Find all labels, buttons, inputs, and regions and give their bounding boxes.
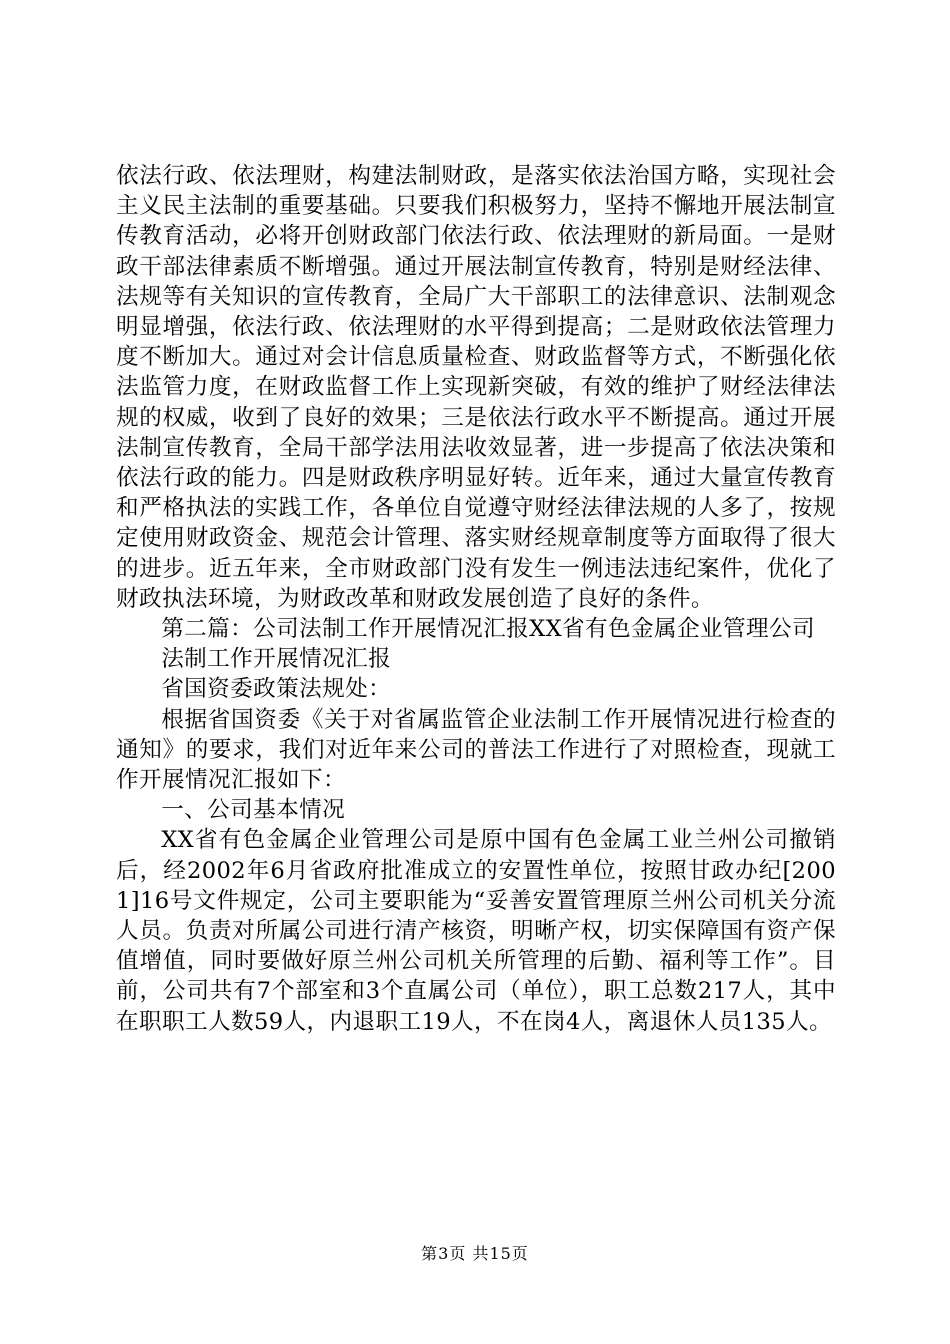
- page-number-footer: 第3页 共15页: [421, 1244, 529, 1263]
- paragraph-section-heading: 一、公司基本情况: [161, 797, 346, 824]
- paragraph-salutation: 省国资委政策法规处：: [161, 676, 392, 703]
- paragraph-company-overview: XX省有色金属企业管理公司是原中国有色金属工业兰州公司撤销后，经2002年6月省政府批准成立的安置性单位，按照甘政办纪[2001]16号文件规定，公司主要职能为“妥善安置管理原兰州公司机关分流人员。负责对所属公司进行清产核资，明晰产权，切实保障国有资产保值增值，同时要做好原兰州公司机关所管理的后勤、福利等工作”。目前，公司共有7个部室和3个直属公司（单位），职工总数217人，其中在职职工人数59人，内退职工19人，不在岗4人，离退休人员135人。: [116, 827, 836, 1035]
- paragraph-section-two-title: 第二篇：公司法制工作开展情况汇报XX省有色金属企业管理公司: [161, 616, 815, 643]
- document-body: [116, 161, 836, 1037]
- paragraph-fiscal-summary: 依法行政、依法理财，构建法制财政，是落实依法治国方略，实现社会主义民主法制的重要基础。只要我们积极努力，坚持不懈地开展法制宣传教育活动，必将开创财政部门依法行政、依法理财的新局面。一是财政干部法律素质不断增强。通过开展法制宣传教育，特别是财经法律、法规等有关知识的宣传教育，全局广大干部职工的法律意识、法制观念明显增强，依法行政、依法理财的水平得到提高；二是财政依法管理力度不断加大。通过对会计信息质量检查、财政监督等方式，不断强化依法监管力度，在财政监督工作上实现新突破，有效的维护了财经法律法规的权威，收到了良好的效果；三是依法行政水平不断提高。通过开展法制宣传教育，全局干部学法用法收效显著，进一步提高了依法决策和依法行政的能力。四是财政秩序明显好转。近年来，通过大量宣传教育和严格执法的实践工作，各单位自觉遵守财经法律法规的人多了，按规定使用财政资金、规范会计管理、落实财经规章制度等方面取得了很大的进步。近五年来，全市财政部门没有发生一例违法违纪案件，优化了财政执法环境，为财政改革和财政发展创造了良好的条件。: [116, 163, 836, 612]
- paragraph-report-title: 法制工作开展情况汇报: [161, 646, 392, 673]
- paragraph-introduction: 根据省国资委《关于对省属监管企业法制工作开展情况进行检查的通知》的要求，我们对近年来公司的普法工作进行了对照检查，现就工作开展情况汇报如下：: [116, 706, 836, 794]
